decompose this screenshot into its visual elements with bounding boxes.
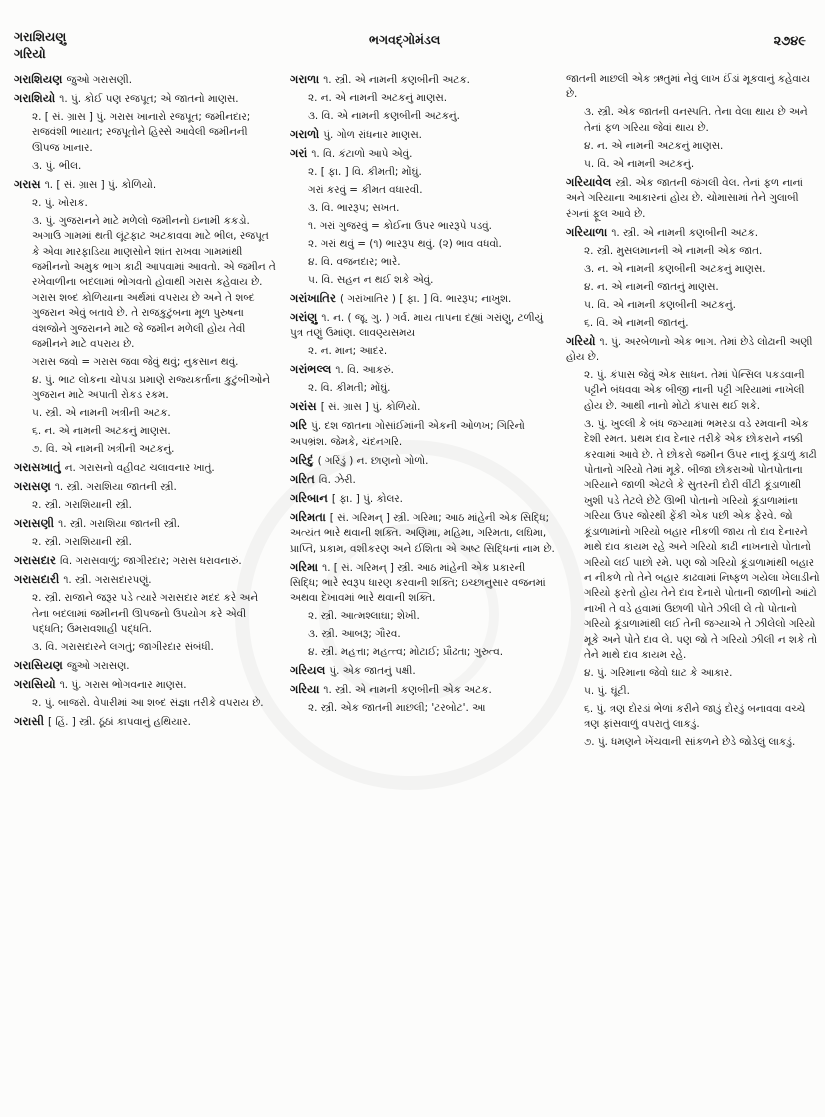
guide-word-first: ગરાશિયણુ xyxy=(14,29,67,44)
entry-text: ૩. વિ. ગરાસદારને લગતું; જાગીરદાર સંબંધી. xyxy=(32,641,214,654)
headword: ગરાસદાર xyxy=(14,553,57,568)
entry-text: ૧. વિ. કંટાળો આપે એવું. xyxy=(311,148,413,160)
entry-text: ૭. વિ. એ નામની ખત્રીની અટકનું. xyxy=(32,443,175,456)
entry-sense xyxy=(14,110,276,156)
entry-sense xyxy=(290,701,556,716)
entry-sense xyxy=(14,196,276,211)
entry-sense xyxy=(290,344,556,359)
dictionary-entry xyxy=(14,460,276,476)
entry-sense xyxy=(566,298,820,313)
entry-text: ૨. ન. એ નામની અટકનું માણસ. xyxy=(308,92,448,104)
guide-words xyxy=(14,28,66,62)
dictionary-entry xyxy=(290,399,556,415)
entry-text: ૨. [ ફા. ] વિ. કીમતી; મોંઘું. xyxy=(308,166,422,178)
entry-text: ૩. પું. ખુલ્લી કે બંધ જગ્યામાં ભમરડા વડે રમવાની એક દેશી રમત. પ્રથમ દાવ દેનાર તરીકે એક છોકરાને નક્કી કરવામાં આવે છે. તે છોકરો જમીન ઉપર નાનું કૂંડાળું કાઢી પોતાનો ગરિયો તેમાં મૂકે. બીજા છોકરાઓ પોતપોતાના ગરિયાને જાળી એટલે કે સુતરની દોરી વીંટી કૂંડાળાથી ખુશી પડે તેટલે છેટે ઊભી પોતાનો ગરિયો કૂંડાળામાંના ગરિયા ઉપર જોરથી ફેંકી એક પછી એક ફેરવે. જો કૂંડાળામાંનો ગરિયો બહાર નીકળી જાય તો દાવ દેનારને માથે દાવ કાયમ રહે અને ગરિયો કાઢી નાખનારો પોતાનો ગરિયો લઈ પાછો રમે. પણ જો ગરિયો કૂંડાળામાંથી બહાર ન નીકળે તો તેને બહાર કાઢવામાં નિષ્ફળ ગયેલા ખેલાડીનો ગરિયો ફરતો હોય તેને દાવ દેનારો પોતાની જાળીનો આંટો નાખી તે વડે હવામાં ઉછાળી પોતે ઝીલી લે તો પોતાનો ગરિયો કૂંડાળામાંથી લઈ તેની જગ્યાએ તે ઝીલેલો ગરિયો મૂકે અને પોતે દાવ લે. પણ જો તે ગરિયો ઝીલી ન શકે તો તેને માથે દાવ કાયમ રહે. xyxy=(584,417,820,661)
entry-text: ૪. વિ. વજનદાર; ભારે. xyxy=(308,256,401,268)
dictionary-entry xyxy=(290,127,556,143)
entry-text: ૧. સ્ત્રી. એ નામની કણબીની એક અટક. xyxy=(323,684,492,697)
headword: ગરિમતા xyxy=(290,509,326,524)
entry-text: ૩. સ્ત્રી. એક જાતની વનસ્પતિ. તેના વેલા થાય છે અને તેનાં ફળ ગરિયા જેવાં થાય છે. xyxy=(584,106,808,134)
entry-sense xyxy=(14,442,276,457)
entry-text: ૬. વિ. એ નામની જાતનું. xyxy=(584,316,689,329)
dictionary-entry xyxy=(290,663,556,679)
entry-text: ૧. પું. ગરાસ ભોગવનાર માણસ. xyxy=(59,679,187,692)
entry-text: ૩. પું. ગુજરાનને માટે મળેલો જમીનનો ઇનામી કકડો. અગાઉ ગામમાં થતી લૂંટફાટ અટકાવવા માટે ભીલ, રજપૂત કે એવા મારફાડિયા માણસોને શાંત રાખવા ગામમાંથી જમીનનો અમુક ભાગ કાઢી આપવામાં આવતો. એ જમીન તે રખેવાળીના બદલામાં ભોગવતો હોવાથી ગરાસ કહેવાય છે. ગરાસ શબ્દ કોળિયાના અર્થમાં વપરાય છે અને તે શબ્દ ગુજરાન એવું બતાવે છે. તે રાજકુટુંબના મૂળ પુરુષના વંશજોને ગુજરાનને માટે જે જમીન મળેલી હોય તેવી જમીનને માટે વપરાય છે. xyxy=(32,214,276,351)
entry-text: ૨. ન. માન; આદર. xyxy=(308,345,388,358)
dictionary-entry xyxy=(14,516,276,532)
entry-sense xyxy=(290,237,556,252)
page-header xyxy=(14,28,814,68)
dictionary-entry xyxy=(14,714,276,730)
headword: ગરાસી xyxy=(14,714,45,729)
entry-text: ૧. પું. કોઈ પણ રજપૂત; એ જાતનો માણસ. xyxy=(59,93,239,105)
entry-text: ( ગરિંડું ) ન. છાણનો ગોળો. xyxy=(317,454,429,467)
entry-text: ૪. ન. એ નામની જાતનું માણસ. xyxy=(584,280,719,293)
headword: ગરાસદારી xyxy=(14,572,60,587)
dictionary-entry xyxy=(566,175,820,222)
headword: ગરાસખાતું xyxy=(14,460,61,475)
headword: ગરિમા xyxy=(290,559,319,574)
entry-text: ૨. સ્ત્રી. ગરાશિયાની સ્ત્રી. xyxy=(32,536,132,549)
entry-text: પું. ગોળ રાંધનાર માણસ. xyxy=(323,129,422,141)
entry-sense xyxy=(290,109,556,124)
headword: ગરિત xyxy=(290,471,315,486)
headword: ગરાસણી xyxy=(14,516,55,531)
entry-sense xyxy=(290,165,556,180)
entry-text: વિ. ગરાસવાળું; જાગીરદાર; ગરાસ ધરાવનારું. xyxy=(60,555,242,568)
entry-text: ૫. વિ. એ નામની કણબીની અટકનું. xyxy=(584,298,736,311)
entry-text: ૨. ગરાં થવું = (૧) ભારરૂપ થવું. (૨) ભાવ વધવો. xyxy=(308,238,502,250)
entry-sense xyxy=(14,373,276,404)
headword: ગરાશિયણ xyxy=(14,72,63,86)
entry-text: [ ફા. ] પું. કોલર. xyxy=(331,492,403,505)
dictionary-entry xyxy=(290,310,556,342)
entry-sense xyxy=(566,735,820,750)
entry-text: ૭. પું. ધમણને ખેંચવાની સાંકળને છેડે જોડેલું લાકડું. xyxy=(584,736,796,749)
dictionary-entry xyxy=(290,72,556,88)
headword: ગરિદું xyxy=(290,452,314,467)
entry-text: ૧. ન. ( જૂ. ગુ. ) ગર્વ. માય તાપના દહ્યાં ગરાંણુ, ટળીયું પુત્ર તણું ઉમાંણ. લાવણ્યસમય xyxy=(290,312,544,340)
entry-text: ગરાસ જવો = ગરાસ જવા જેવું થવું; નુકસાન થવું. xyxy=(32,356,239,369)
entry-text: સ્ત્રી. એક જાતની જંગલી વેલ. તેનાં ફળ નાનાં અને ગરિયાના આકારનાં હોય છે. ચોમાસામાં તેને ગુલાબી રંગનાં ફૂલ આવે છે. xyxy=(566,176,803,220)
entry-sense xyxy=(566,157,820,172)
dictionary-entry xyxy=(290,146,556,162)
entry-text: ૨. સ્ત્રી. રાજાને જરૂર પડે ત્યારે ગરાસદાર મદદ કરે અને તેના બદલામાં જમીનની ઊપજનો ઉપયોગ કરે એવી પદ્ધતિ; ઉમરાવશાહી પદ્ધતિ. xyxy=(32,592,259,636)
headword: ગરાસિયણ xyxy=(14,658,63,673)
entry-text: ૨. સ્ત્રી. ગરાશિયાની સ્ત્રી. xyxy=(32,499,132,512)
headword: ગરિયા xyxy=(290,682,320,697)
entry-sense xyxy=(14,498,276,513)
entry-sense xyxy=(566,417,820,664)
entry-text: ૨. સ્ત્રી. મુસલમાનની એ નામની એક જાત. xyxy=(584,244,763,257)
entry-sense xyxy=(290,219,556,234)
dictionary-entry xyxy=(566,225,820,241)
entry-text: ૫. વિ. સહન ન થઈ શકે એવું. xyxy=(308,274,434,286)
entry-sense xyxy=(290,273,556,288)
entry-text: ગરાં કરવું = કીમત વધારવી. xyxy=(308,184,423,196)
entry-text: ૩. ન. એ નામની કણબીની અટકનું માણસ. xyxy=(584,262,766,275)
entry-sense xyxy=(290,381,556,396)
entry-text: વિ. ઝેરી. xyxy=(318,473,356,486)
entry-sense xyxy=(566,262,820,277)
entry-text: જુઓ ગરાસણી. xyxy=(66,74,133,86)
dictionary-entry xyxy=(290,682,556,698)
entry-sense xyxy=(566,72,820,103)
headword: ગરિયો xyxy=(566,333,596,348)
entry-text: ન. ગરાસનો વહીવટ ચલાવનાર ખાતું. xyxy=(64,462,215,475)
column-2 xyxy=(290,72,556,719)
entry-text: ૪. પું. ભાટ લોકના ચોપડા પ્રમાણે રાજ્યકર્તાના કુટુંબીઓને ગુજરાન માટે અપાતી રોકડ રકમ. xyxy=(32,374,271,402)
dictionary-entry xyxy=(290,472,556,488)
entry-sense xyxy=(566,280,820,295)
entry-text: પું. એક જાતનું પક્ષી. xyxy=(329,665,416,678)
entry-sense xyxy=(566,139,820,154)
entry-sense xyxy=(566,702,820,733)
entry-sense xyxy=(14,214,276,353)
dictionary-entry xyxy=(14,553,276,569)
headword: ગરાશિયો xyxy=(14,91,56,105)
dictionary-entry xyxy=(14,177,276,193)
headword: ગરિયાળા xyxy=(566,224,608,239)
entry-sense xyxy=(290,627,556,642)
entry-sense xyxy=(290,255,556,270)
entry-text: ૩. વિ. એ નામની કણબીની અટકનું. xyxy=(308,110,460,122)
entry-sense xyxy=(566,666,820,681)
entry-sense xyxy=(290,91,556,106)
column-1 xyxy=(14,72,276,733)
entry-sense xyxy=(14,406,276,421)
headword: ગરાં xyxy=(290,146,308,160)
guide-word-last: ગરિયો xyxy=(14,46,46,61)
entry-sense xyxy=(14,696,276,711)
entry-text: ૧. [ સં. ગ્રાસ ] પું. કોળિયો. xyxy=(44,178,157,191)
entry-text: ૨. પું. કંપાસ જેવું એક સાધન. તેમાં પેન્સિલ પકડવાની પટ્ટીને બંધવવા એક બીજી નાની પટ્ટી ગરિયામાં નાખેલી હોય છે. આથી નાનો મોટો કંપાસ થઈ શકે. xyxy=(584,369,805,412)
dictionary-entry xyxy=(566,334,820,366)
entry-sense xyxy=(290,201,556,216)
entry-text: ૨. સ્ત્રી. આત્મશ્લાઘા; શેખી. xyxy=(308,610,420,623)
entry-text: ૫. વિ. એ નામની અટકનું. xyxy=(584,157,695,170)
dictionary-entry xyxy=(14,479,276,495)
entry-text: ૫. સ્ત્રી. એ નામની ખત્રીની અટક. xyxy=(32,407,171,420)
entry-text: ૨. સ્ત્રી. એક જાતની માછલી; 'ટરબોટ'. આ xyxy=(308,702,486,715)
entry-text: [ સં. ગ્રાસ ] પું. કોળિયો. xyxy=(320,401,421,414)
dictionary-entry xyxy=(290,491,556,507)
entry-text: ૪. પું. ગરિમાના જેવો ઘાટ કે આકાર. xyxy=(584,666,733,679)
entry-sense xyxy=(566,368,820,414)
headword: ગરાસિયો xyxy=(14,677,56,692)
dictionary-entry xyxy=(290,560,556,607)
dictionary-entry xyxy=(290,362,556,378)
headword: ગરાસ xyxy=(14,176,41,191)
headword: ગરિયલ xyxy=(290,663,326,678)
entry-text: ૧. ગરાં ગુજરવું = કોઈના ઉપર ભારરૂપે પડવું. xyxy=(308,220,492,232)
entry-text: ૩. વિ. ભારરૂપ; સખત. xyxy=(308,202,400,214)
column-3 xyxy=(566,72,820,753)
entry-sense xyxy=(290,183,556,198)
dictionary-entry xyxy=(14,72,276,88)
headword: ગરાંણુ xyxy=(290,310,318,324)
entry-text: ૧. સ્ત્રી. એ નામની કણબીની અટક. xyxy=(323,74,470,86)
entry-text: પું. દશ જાતના ગોસાંઈમાંની એકની ઓળખ; ગિરિનો અપભ્રંશ. જેમકે, ચંદનગરિ. xyxy=(290,420,525,448)
entry-text: ૫. પું. ઘૂંટી. xyxy=(584,684,630,697)
entry-text: ૪. સ્ત્રી. મહત્તા; મહત્ત્વ; મોટાઈ; પ્રૌઢતા; ગુરુત્વ. xyxy=(308,646,504,659)
dictionary-entry xyxy=(14,91,276,107)
headword: ગરાળો xyxy=(290,127,320,141)
headword: ગરાસણ xyxy=(14,479,51,494)
entry-sense xyxy=(14,355,276,370)
headword: ગરાળા xyxy=(290,72,320,86)
entry-sense xyxy=(14,640,276,655)
entry-sense xyxy=(566,105,820,136)
entry-text: ૬. ન. એ નામની અટકનું માણસ. xyxy=(32,425,171,438)
entry-sense xyxy=(566,316,820,331)
page-title: ભગવદ્ગોમંડલ xyxy=(369,32,441,47)
dictionary-entry xyxy=(14,677,276,693)
headword: ગરિયાવેલ xyxy=(566,174,612,189)
entry-sense xyxy=(290,645,556,660)
entry-sense xyxy=(14,535,276,550)
entry-sense xyxy=(14,424,276,439)
entry-text: ( ગરાંખાતિર ) [ ફા. ] વિ. ભારરૂપ; નાખુશ. xyxy=(339,293,512,305)
dictionary-entry xyxy=(290,510,556,557)
entry-sense xyxy=(566,244,820,259)
entry-text: ૧. સ્ત્રી. એ નામની કણબીની અટક. xyxy=(611,226,759,239)
dictionary-entry xyxy=(290,453,556,469)
headword: ગરાંભલ્લ xyxy=(290,362,332,377)
entry-text: ૧. સ્ત્રી. ગરાશિયા જાતની સ્ત્રી. xyxy=(54,481,177,494)
headword: ગરિ xyxy=(290,418,308,433)
page-number: ૨૭૪૯ xyxy=(773,34,806,49)
entry-sense xyxy=(566,684,820,699)
entry-text: ૨. વિ. કીમતી; મોંઘું. xyxy=(308,382,391,395)
entry-text: ૬. પું. ત્રણ દોરડાં ભેળાં કરીને જાડું દોરડું બનાવવા વચ્ચે ત્રણ ફાંસવાળું વપરાતું લાકડું. xyxy=(584,702,806,731)
dictionary-entry xyxy=(290,291,556,307)
entry-text: જાતની માછલી એક ઋતુમાં નેવું લાખ ઈંડાં મૂકવાનું કહેવાય છે. xyxy=(566,73,810,101)
dictionary-entry xyxy=(290,418,556,450)
entry-text: ૧. પું. અરબેળાનો એક ભાગ. તેમાં છેડે લોઢાની અણી હોય છે. xyxy=(566,335,813,364)
entry-text: ૩. સ્ત્રી. આબરૂ; ગૌરવ. xyxy=(308,628,401,641)
entry-text: [ સં. ગરિમન્ ] સ્ત્રી. ગરિમા; આઠ માંહેની એક સિદ્ધિ; અત્યંત ભારે થવાની શક્તિ. અણિમા, મહિમા, ગરિમતા, લઘિમા, પ્રાપ્તિ, પ્રકામ, વશીકરણ અને ઈશિતા એ અષ્ટ સિદ્ધિનાં નામ છે. xyxy=(290,511,555,555)
entry-text: [ હિં. ] સ્ત્રી. ઠૂંઠાં કાપવાનું હથિયાર. xyxy=(48,716,191,729)
entry-text: જુઓ ગરાસણ. xyxy=(66,660,130,673)
dictionary-entry xyxy=(14,658,276,674)
entry-text: ૩. પું. ભીલ. xyxy=(32,159,82,172)
entry-text: ૧. સ્ત્રી. ગરાસદારપણું. xyxy=(63,574,152,587)
headword: ગરિબાન xyxy=(290,490,328,505)
entry-text: ૨. પું. બાજરો. વેપારીમાં આ શબ્દ સંજ્ઞા તરીકે વપરાય છે. xyxy=(32,697,264,710)
headword: ગરાંખાતિર xyxy=(290,291,336,305)
entry-text: ૨. [ સં. ગ્રાસ ] પું. ગરાસ ખાનારો રજપૂત; જમીનદાર; રાજવંશી ભાયાત; રજપૂતોને હિસ્સે આવેલી જમીનની ઊપજ ખાનાર. xyxy=(32,111,251,154)
entry-text: ૨. પું. ખોરાક. xyxy=(32,196,88,209)
entry-text: ૧. વિ. આકરું. xyxy=(335,364,394,377)
headword: ગરાંસ xyxy=(290,399,317,414)
entry-text: ૧. [ સં. ગરિમન્ ] સ્ત્રી. આઠ માંહેની એક પ્રકારની સિદ્ધિ; ભારે સ્વરૂપ ધારણ કરવાની શક્તિ; ઇચ્છાનુસાર વજનમાં અથવા દેખાવમાં ભારે થવાની શક્તિ. xyxy=(290,561,546,605)
entry-text: ૪. ન. એ નામની અટકનું માણસ. xyxy=(584,139,724,152)
entry-sense xyxy=(14,159,276,174)
entry-text: ૧. સ્ત્રી. ગરાશિયા જાતની સ્ત્રી. xyxy=(58,518,181,531)
entry-sense xyxy=(14,591,276,637)
dictionary-entry xyxy=(14,572,276,588)
entry-sense xyxy=(290,609,556,624)
